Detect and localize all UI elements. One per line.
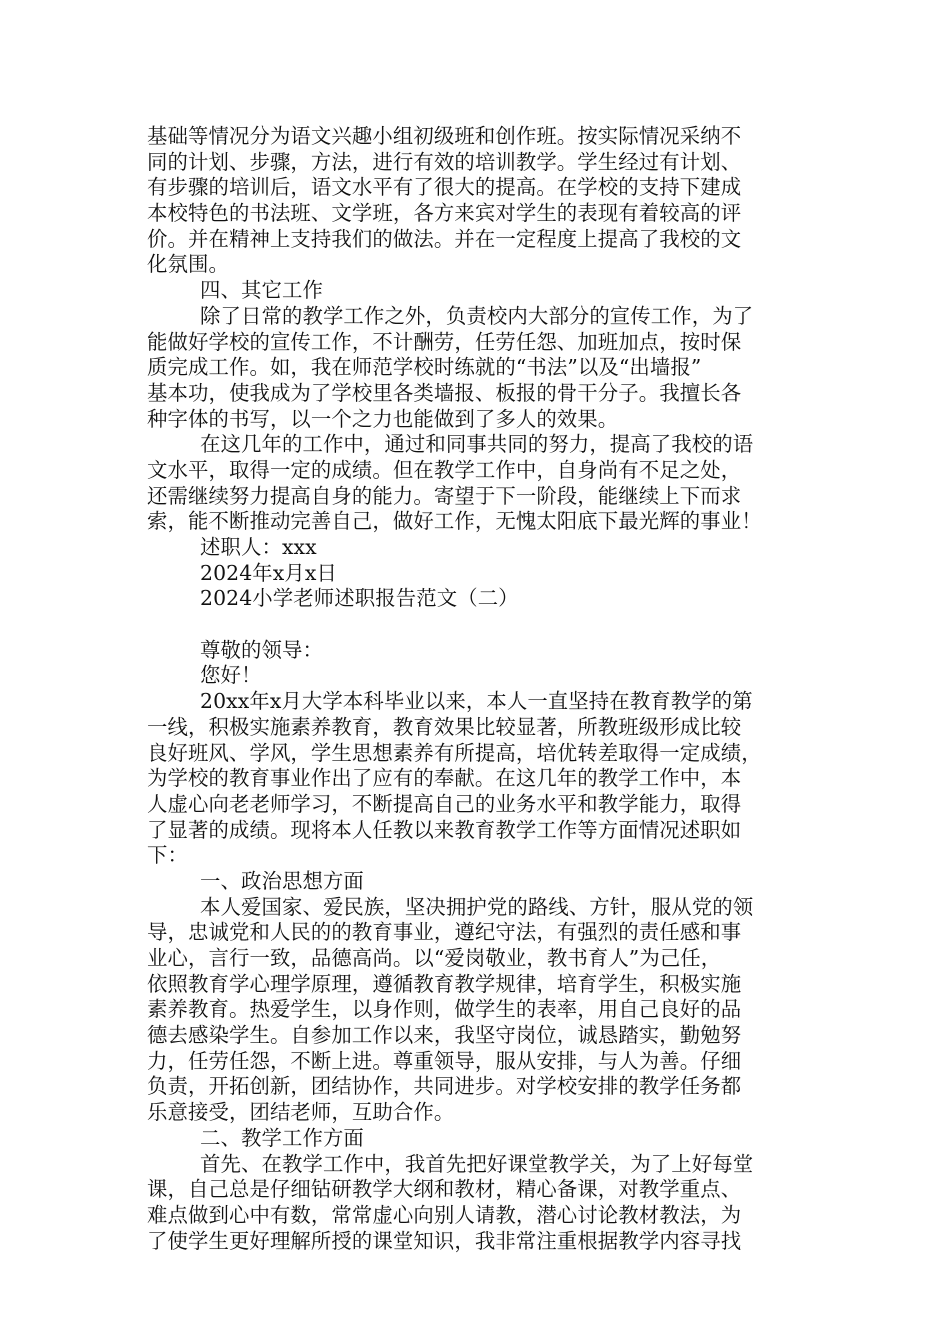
text-line: 课，自己总是仔细钻研教学大纲和教材，精心备课，对教学重点、 (147, 1177, 742, 1202)
text-line: 2024年x月x日 (200, 560, 337, 585)
text-line: 基础等情况分为语文兴趣小组初级班和创作班。按实际情况采纳不 (147, 124, 742, 148)
text-line: 为学校的教育事业作出了应有的奉献。在这几年的教学工作中，本 (147, 766, 742, 791)
text-line: 下： (147, 843, 188, 868)
text-line: 质完成工作。如，我在师范学校时练就的“书法”以及“出墙报” (147, 355, 702, 380)
text-line: 文水平，取得一定的成绩。但在教学工作中，自身尚有不足之处， (147, 457, 742, 482)
text-line: 人虚心向老老师学习，不断提高自己的业务水平和教学能力，取得 (147, 791, 742, 816)
text-line: 能做好学校的宣传工作，不计酬劳，任劳任怨、加班加点，按时保 (147, 329, 742, 354)
text-line: 负责，开拓创新，团结协作，共同进步。对学校安排的教学任务都 (147, 1074, 742, 1099)
text-line: 化氛围。 (147, 252, 229, 277)
text-line: 述职人：xxx (200, 535, 317, 559)
text-line: 首先、在教学工作中，我首先把好课堂教学关，为了上好每堂 (200, 1151, 754, 1176)
text-line: 一、政治思想方面 (200, 868, 364, 893)
text-line: 难点做到心中有数，常常虚心向别人请教，潜心讨论教材教法，为 (147, 1202, 742, 1227)
text-line: 在这几年的工作中，通过和同事共同的努力，提高了我校的语 (200, 432, 754, 457)
text-line: 20xx年x月大学本科毕业以来，本人一直坚持在教育教学的第 (200, 689, 753, 714)
text-line: 导，忠诚党和人民的的教育事业，遵纪守法，有强烈的责任感和事 (147, 920, 742, 945)
text-line: 还需继续努力提高自身的能力。寄望于下一阶段，能继续上下而求 (147, 483, 742, 508)
document-body (147, 124, 807, 1254)
text-line: 2024小学老师述职报告范文（二） (200, 586, 519, 611)
text-line: 业心，言行一致，品德高尚。以“爱岗敬业，教书育人”为己任， (147, 946, 722, 970)
text-line: 本校特色的书法班、文学班，各方来宾对学生的表现有着较高的评 (147, 201, 742, 226)
text-line: 了使学生更好理解所授的课堂知识，我非常注重根据教学内容寻找 (147, 1228, 742, 1253)
text-line: 索，能不断推动完善自己，做好工作，无愧太阳底下最光辉的事业！ (147, 509, 762, 534)
text-line: 基本功，使我成为了学校里各类墙报、板报的骨干分子。我擅长各 (147, 380, 742, 405)
text-line: 德去感染学生。自参加工作以来，我坚守岗位，诚恳踏实，勤勉努 (147, 1023, 742, 1048)
text-line: 一线，积极实施素养教育，教育效果比较显著，所教班级形成比较 (147, 714, 742, 739)
text-line: 依照教育学心理学原理，遵循教育教学规律，培育学生，积极实施 (147, 971, 742, 996)
text-line: 您好！ (200, 663, 262, 688)
blank-line (147, 612, 807, 638)
text-line: 乐意接受，团结老师，互助合作。 (147, 1100, 455, 1125)
text-line: 了显著的成绩。现将本人任教以来教育教学工作等方面情况述职如 (147, 817, 742, 842)
text-line: 价。并在精神上支持我们的做法。并在一定程度上提高了我校的文 (147, 226, 742, 251)
text-line: 除了日常的教学工作之外，负责校内大部分的宣传工作，为了 (200, 303, 754, 328)
text-line: 尊敬的领导： (200, 637, 323, 662)
text-line: 本人爱国家、爱民族，坚决拥护党的路线、方针，服从党的领 (200, 894, 754, 919)
text-line: 力，任劳任怨，不断上进。尊重领导，服从安排，与人为善。仔细 (147, 1048, 742, 1073)
text-line: 种字体的书写，以一个之力也能做到了多人的效果。 (147, 406, 619, 431)
text-line: 四、其它工作 (200, 278, 323, 303)
text-line: 同的计划、步骤，方法，进行有效的培训教学。学生经过有计划、 (147, 149, 742, 174)
text-line: 素养教育。热爱学生，以身作则，做学生的表率，用自己良好的品 (147, 997, 742, 1022)
text-line: 二、教学工作方面 (200, 1125, 364, 1150)
text-line: 有步骤的培训后，语文水平有了很大的提高。在学校的支持下建成 (147, 175, 742, 200)
text-line: 良好班风、学风，学生思想素养有所提高，培优转差取得一定成绩， (147, 740, 762, 765)
